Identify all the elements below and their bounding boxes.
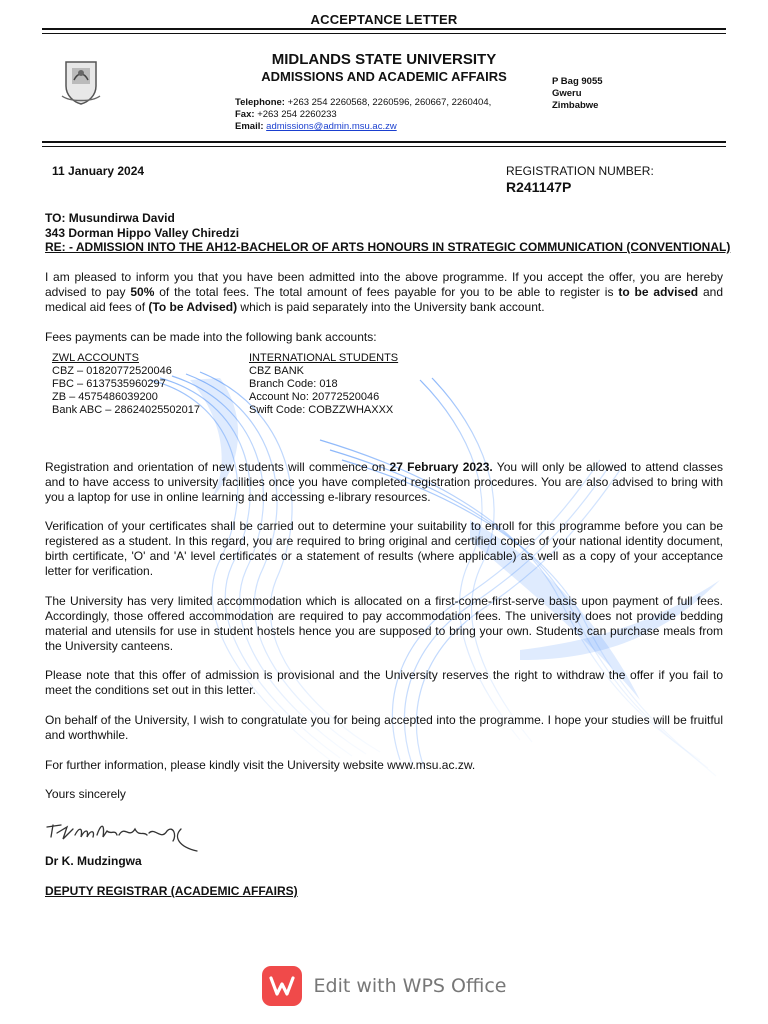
email-label: Email: — [235, 121, 264, 132]
international-accounts — [249, 352, 398, 417]
fees-intro-text: Fees payments can be made into the following bank accounts: — [45, 330, 377, 344]
fees-intro — [45, 330, 723, 345]
zwl-accounts — [52, 352, 200, 417]
text-run: You will only be allowed to attend classes and to have access to university facilities once you have completed registration procedures. You are also advised to bring with you a laptop for use in online learning and accessing e-library resources. — [45, 460, 723, 504]
subject-line: RE: - ADMISSION INTO THE AH12-BACHELOR OF ARTS HONOURS IN STRATEGIC COMMUNICATION (CONVENTIONAL) — [45, 240, 731, 254]
account-line: Swift Code: COBZZWHAXXX — [249, 404, 394, 416]
recipient-address: 343 Dorman Hippo Valley Chiredzi — [45, 225, 240, 240]
contact-block — [235, 97, 491, 133]
registration-label: REGISTRATION NUMBER: — [506, 164, 654, 178]
letter-date: 11 January 2024 — [52, 164, 145, 178]
telephone-value: +263 254 2260568, 2260596, 260667, 2260404, — [287, 97, 492, 108]
text-run: which is paid separately into the University bank account. — [237, 300, 545, 314]
congratulations-text: On behalf of the University, I wish to congratulate you for being accepted into the programme. I hope your studies will be fruitful and worthwhile. — [45, 713, 723, 742]
fee-amount: to be advised — [618, 285, 699, 299]
zwl-heading: ZWL ACCOUNTS — [52, 352, 139, 364]
recipient-block — [45, 211, 730, 255]
wps-edit-banner[interactable] — [0, 964, 768, 1008]
account-line: CBZ – 01820772520046 — [52, 365, 172, 377]
verification-text: Verification of your certificates shall be carried out to determine your suitability to enroll for this programme before you can be registered as a student. In this regard, you are required to bring original and certified copies of your national identity document, birth certificate, 'O' and 'A' level certificates or a statement of results (where applicable) as well as a copy of your acceptance letter for verification. — [45, 519, 723, 578]
header-rule-top — [42, 28, 726, 30]
paragraph-verification — [45, 519, 723, 579]
text-run: of the total fees. The total amount of fees payable for you to be able to register is — [154, 285, 619, 299]
account-line: Branch Code: 018 — [249, 378, 338, 390]
paragraph-congratulations — [45, 713, 723, 743]
account-line: ZB – 4575486039200 — [52, 391, 158, 403]
account-line: FBC – 6137535960297 — [52, 378, 166, 390]
email-link[interactable]: admissions@admin.msu.ac.zw — [266, 121, 397, 132]
registration-number: R241147P — [506, 179, 572, 195]
address-line: Gweru — [552, 88, 582, 99]
commencement-date: 27 February 2023. — [389, 460, 493, 474]
text-run: Registration and orientation of new students will commence on — [45, 460, 390, 474]
paragraph-provisional — [45, 668, 723, 698]
department-name: ADMISSIONS AND ACADEMIC AFFAIRS — [261, 69, 507, 84]
paragraph-admission — [45, 270, 723, 315]
signature-image — [45, 815, 215, 855]
provisional-text: Please note that this offer of admission is provisional and the University reserves the right to withdraw the offer if you fail to meet the conditions set out in this letter. — [45, 668, 723, 697]
fax-value: +263 254 2260233 — [257, 109, 337, 120]
header-rule-top-thin — [42, 33, 726, 34]
signer-title: DEPUTY REGISTRAR (ACADEMIC AFFAIRS) — [45, 884, 298, 898]
signer-name: Dr K. Mudzingwa — [45, 854, 142, 868]
text-run: I am pleased to inform you that you have been admitted into the above programme. If you accept the offer, you are hereby advised to pay — [45, 270, 723, 299]
telephone-label: Telephone: — [235, 97, 285, 108]
paragraph-accommodation — [45, 594, 723, 654]
website-text: For further information, please kindly visit the University website www.msu.ac.zw. — [45, 758, 476, 772]
fee-percentage: 50% — [130, 285, 155, 299]
text-run: and medical aid fees of — [45, 285, 724, 314]
closing — [45, 787, 723, 802]
address-line: P Bag 9055 — [552, 76, 603, 87]
header-rule-bottom-thin — [42, 146, 726, 147]
address-line: Zimbabwe — [552, 100, 599, 111]
postal-address — [552, 76, 603, 112]
header-rule-bottom — [42, 141, 726, 143]
medical-aid-fee: (To be Advised) — [148, 300, 238, 314]
account-line: Bank ABC – 28624025502017 — [52, 404, 201, 416]
international-heading: INTERNATIONAL STUDENTS — [249, 352, 399, 364]
paragraph-website — [45, 758, 723, 773]
accommodation-text: The University has very limited accommodation which is allocated on a first-come-first-serve basis upon payment of full fees. Accordingly, those offered accommodation are required to pay accommodation fees. The university does not provide bedding material and utensils for use in student hostels hence you are supposed to bring your own. Students can purchase meals from the University canteens. — [45, 594, 723, 653]
closing-text: Yours sincerely — [45, 787, 126, 801]
account-line: CBZ BANK — [249, 365, 305, 377]
recipient-name: TO: Musundirwa David — [45, 211, 175, 225]
university-name: MIDLANDS STATE UNIVERSITY — [271, 51, 497, 68]
paragraph-registration — [45, 460, 723, 505]
document-title: ACCEPTANCE LETTER — [310, 12, 458, 27]
account-line: Account No: 20772520046 — [249, 391, 380, 403]
wps-logo-icon — [262, 966, 302, 1006]
wps-banner-label[interactable]: Edit with WPS Office — [313, 975, 507, 997]
bank-accounts — [52, 352, 452, 416]
fax-label: Fax: — [235, 109, 255, 120]
